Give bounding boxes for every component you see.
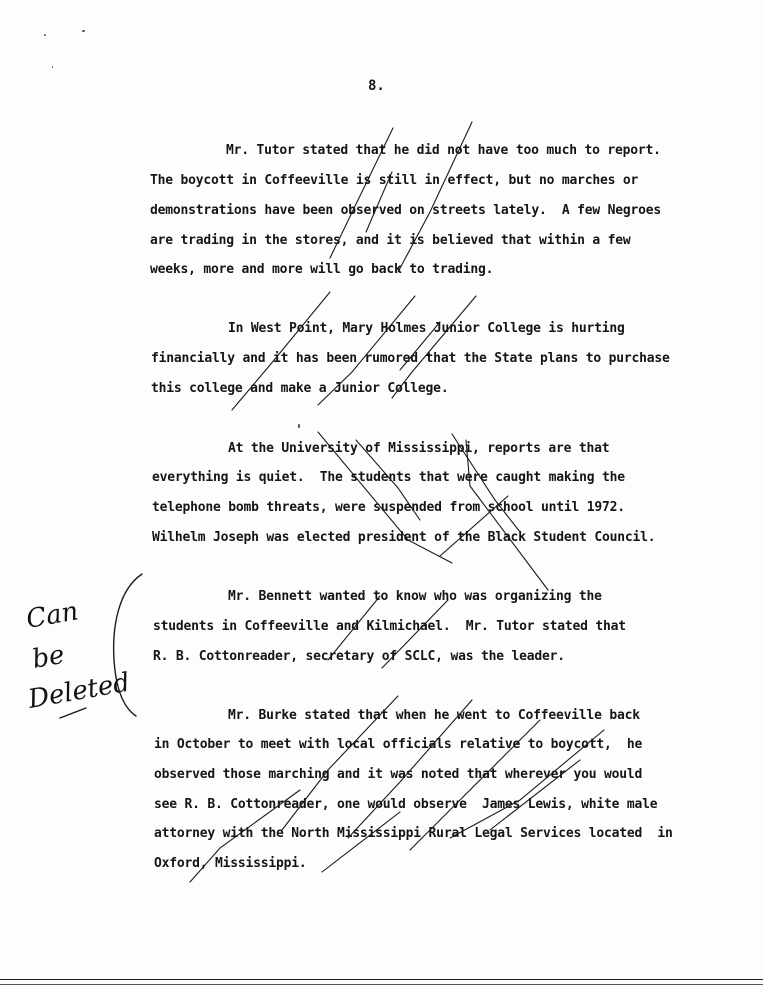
paragraph-1-line-1: Mr. Tutor stated that he did not have too much to report. <box>226 143 661 158</box>
paragraph-4-line-3: R. B. Cottonreader, secretary of SCLC, was the leader. <box>153 649 565 664</box>
pen-stroke <box>330 128 393 258</box>
paragraph-5-line-6: Oxford, Mississippi. <box>154 856 307 871</box>
paragraph-5-line-4: see R. B. Cottonreader, one would observe James Lewis, white male <box>154 797 658 812</box>
paragraph-3-line-3: telephone bomb threats, were suspended from school until 1972. <box>152 500 625 515</box>
paragraph-5-line-1: Mr. Burke stated that when he went to Coffeeville back <box>228 708 640 723</box>
pen-stroke <box>328 596 380 660</box>
handwritten-note-line-3: Deleted <box>26 667 133 715</box>
pen-stroke <box>452 434 520 532</box>
pen-stroke <box>190 790 300 882</box>
paragraph-2-line-1: In West Point, Mary Holmes Junior College is hurting <box>228 321 625 336</box>
paragraph-3-line-2: everything is quiet. The students that were caught making the <box>152 470 625 485</box>
pen-stroke <box>348 700 472 838</box>
paragraph-5-line-2: in October to meet with local officials relative to boycott, he <box>154 737 643 752</box>
pen-stroke <box>60 708 86 718</box>
paragraph-4-line-1: Mr. Bennett wanted to know who was organizing the <box>228 589 602 604</box>
page-bottom-rule <box>0 984 763 985</box>
pen-stroke <box>318 432 452 563</box>
pen-stroke <box>282 696 398 830</box>
paragraph-3-line-1: At the University of Mississippi, reports are that <box>228 441 610 456</box>
paragraph-1-line-2: The boycott in Coffeeville is still in effect, but no marches or <box>150 173 639 188</box>
pen-stroke <box>232 292 330 410</box>
paragraph-1-line-3: demonstrations have been observed on streets lately. A few Negroes <box>150 203 661 218</box>
paragraph-2-line-2: financially and it has been rumored that the State plans to purchase <box>151 351 670 366</box>
pen-stroke <box>490 760 580 830</box>
pen-stroke <box>356 440 420 520</box>
paragraph-4-line-2: students in Coffeeville and Kilmichael. Mr. Tutor stated that <box>153 619 626 634</box>
pen-stroke <box>318 296 415 405</box>
handwritten-note-line-2: be <box>30 639 67 675</box>
pen-stroke <box>392 296 476 398</box>
pen-stroke <box>366 172 392 232</box>
paragraph-1-line-4: are trading in the stores, and it is believed that within a few <box>150 233 631 248</box>
paragraph-2-line-3: this college and make a Junior College. <box>151 381 449 396</box>
pen-stroke <box>382 600 448 668</box>
pen-stroke <box>398 122 472 272</box>
pen-stroke <box>322 812 400 872</box>
pen-stroke <box>440 496 508 556</box>
handwritten-note <box>24 596 132 715</box>
handwritten-note-line-1: Can <box>24 596 81 635</box>
paragraph-3-line-4: Wilhelm Joseph was elected president of the Black Student Council. <box>152 530 656 545</box>
pen-stroke <box>410 720 540 850</box>
paragraph-5-line-5: attorney with the North Mississippi Rural Legal Services located in <box>154 826 673 841</box>
paragraph-1-line-5: weeks, more and more will go back to trading. <box>150 262 494 277</box>
page-number: 8. <box>368 78 385 94</box>
paragraph-5-line-3: observed those marching and it was noted that wherever you would <box>154 767 643 782</box>
page-bottom-rule <box>0 979 763 980</box>
pen-stroke <box>450 730 604 838</box>
